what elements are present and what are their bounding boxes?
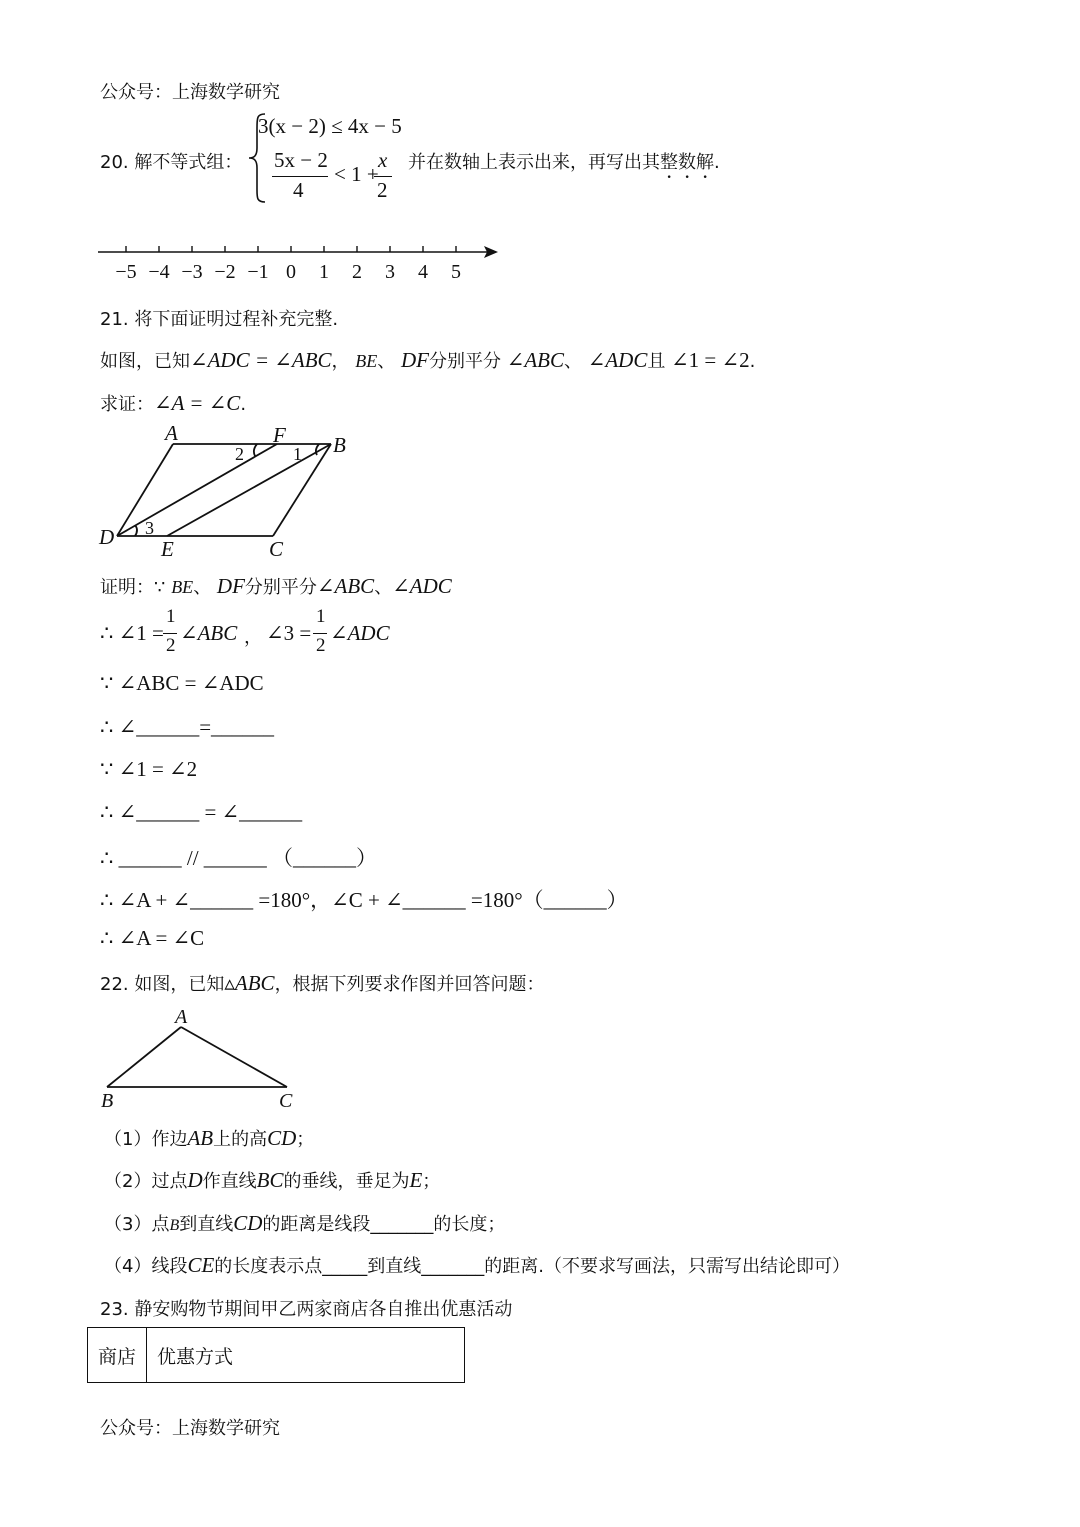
proof-line-6: ∴ ∠______ = ∠______ — [100, 800, 303, 824]
q20-frac-den: 4 — [293, 178, 304, 202]
label-F: F — [273, 423, 286, 447]
half-bar-1 — [163, 633, 177, 634]
proof-line-9: ∴ ∠A = ∠C — [100, 926, 205, 950]
table-header-shop: 商店 — [88, 1328, 147, 1383]
axis-tick-label: −5 — [115, 261, 137, 283]
q20-inequality-1: 3(x − 2) ≤ 4x − 5 — [258, 114, 402, 138]
q20-frac-num: 5x − 2 — [274, 148, 328, 172]
label-A: A — [165, 421, 178, 445]
q22-part-3: （3）点B到直线CD的距离是线段_______的长度； — [104, 1211, 506, 1235]
axis-tick-label: 4 — [418, 261, 428, 283]
axis-tick-label: −3 — [181, 261, 203, 283]
label-C: C — [269, 537, 284, 561]
proof-line-2a: ∴ ∠1 = — [100, 621, 164, 645]
proof-line-2b: ∠ABC — [180, 621, 238, 645]
q22-title: 22. 如图，已知▵ABC，根据下列要求作图并回答问题： — [100, 971, 545, 995]
discount-table — [87, 1327, 465, 1383]
axis-tick-label: −1 — [247, 261, 269, 283]
q22-part-2: （2）过点D作直线BC的垂线，垂足为E； — [104, 1168, 441, 1192]
angle-1-label: 1 — [293, 444, 302, 464]
proof-line-5: ∵ ∠1 = ∠2 — [100, 757, 198, 781]
triangle-label-C: C — [279, 1090, 293, 1112]
label-E: E — [161, 537, 174, 561]
q22-part-4: （4）线段CE的长度表示点_____到直线_______的距离.（不要求写画法，只需写出结论即可） — [104, 1253, 851, 1277]
label-B: B — [333, 433, 346, 457]
proof-line-3: ∵ ∠ABC = ∠ADC — [100, 671, 264, 695]
q21-title: 21. 将下面证明过程补充完整. — [100, 309, 339, 330]
table-row — [88, 1328, 465, 1383]
label-D: D — [99, 525, 115, 549]
q20-instruction: 并在数轴上表示出来，再写出其整数解. — [408, 152, 720, 173]
number-line — [90, 238, 510, 288]
triangle-figure — [95, 1005, 305, 1115]
proof-line-2e: ∠ADC — [330, 621, 390, 645]
proof-line-2c: ， — [244, 627, 262, 648]
footer-watermark: 公众号：上海数学研究 — [100, 1418, 280, 1439]
axis-tick-label: 3 — [385, 261, 395, 283]
triangle-label-A: A — [175, 1006, 188, 1028]
half-den-1: 2 — [166, 635, 176, 656]
q21-prove: 求证：∠A = ∠C. — [100, 391, 247, 415]
header-watermark: 公众号：上海数学研究 — [100, 82, 280, 103]
half-num-2: 1 — [316, 606, 326, 627]
q20-xfrac-bar — [374, 176, 392, 177]
half-bar-2 — [313, 633, 327, 634]
q21-given: 如图，已知∠ADC = ∠ABC， BE、 DF分别平分 ∠ABC、 ∠ADC且 ∠1 = ∠2. — [100, 348, 756, 372]
half-den-2: 2 — [316, 635, 326, 656]
triangle-label-B: B — [101, 1090, 114, 1112]
axis-tick-label: −4 — [148, 261, 170, 283]
axis-tick-label: 1 — [319, 261, 329, 283]
q20-inequality-2-mid: < 1 + — [334, 162, 379, 186]
axis-tick-label: 2 — [352, 261, 362, 283]
parallelogram-figure — [95, 420, 365, 565]
q23-title: 23. 静安购物节期间甲乙两家商店各自推出优惠活动 — [100, 1299, 513, 1320]
q22-part-1: （1）作边AB上的高CD； — [104, 1126, 315, 1150]
q20-xfrac-num: x — [378, 148, 388, 172]
proof-line-7: ∴ ______ // ______ （______） — [100, 846, 378, 870]
proof-line-2d: ∠3 = — [266, 621, 312, 645]
q20-frac-bar — [272, 176, 328, 177]
half-num-1: 1 — [166, 606, 176, 627]
proof-line-1: 证明：∵ BE、 DF分别平分∠ABC、∠ADC — [100, 574, 452, 598]
angle-3-label: 3 — [145, 518, 154, 538]
q20-emphasis: 整数解 — [660, 152, 714, 173]
axis-tick-label: −2 — [214, 261, 236, 283]
axis-tick-label: 5 — [451, 261, 461, 283]
proof-line-4: ∴ ∠______=______ — [100, 715, 275, 739]
angle-2-label: 2 — [235, 444, 244, 464]
table-header-discount: 优惠方式 — [147, 1328, 465, 1383]
proof-line-8: ∴ ∠A + ∠______ =180°，∠C + ∠______ =180°（______） — [100, 888, 628, 912]
q20-prefix: 20. 解不等式组： — [100, 152, 243, 173]
axis-tick-label: 0 — [286, 261, 296, 283]
q20-xfrac-den: 2 — [377, 178, 388, 202]
